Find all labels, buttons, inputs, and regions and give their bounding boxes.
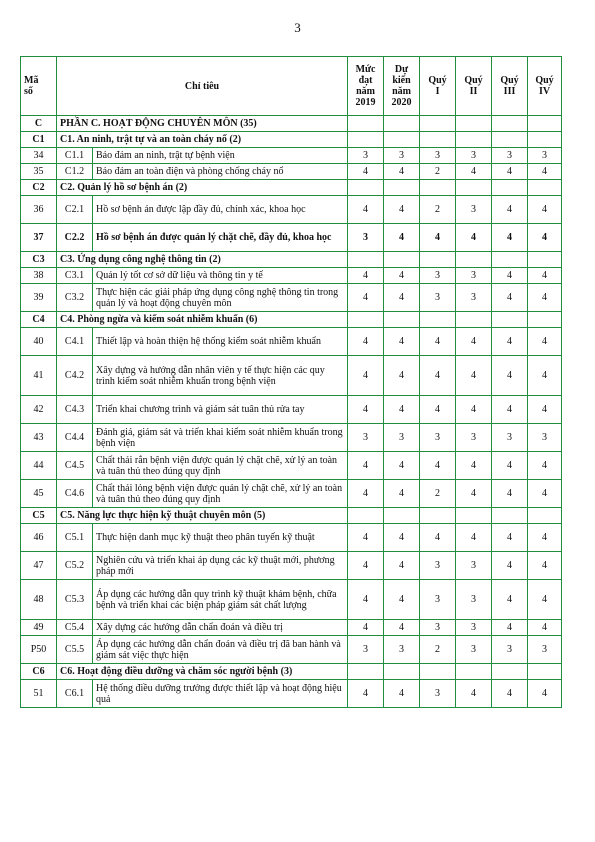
row-criterion: Xây dựng các hướng dẫn chẩn đoán và điều trị xyxy=(93,620,348,636)
group-header-row xyxy=(21,664,562,680)
value-muc-dat-2019: 3 xyxy=(348,224,384,252)
row-criterion: Thực hiện danh mục kỹ thuật theo phân tuyến kỹ thuật xyxy=(93,524,348,552)
table-row xyxy=(21,524,562,552)
table-row xyxy=(21,680,562,708)
value-quy-2: 3 xyxy=(456,636,492,664)
row-criterion: Xây dựng và hướng dẫn nhân viên y tế thực hiện các quy trình kiểm soát nhiễm khuẩn trong bệnh viện xyxy=(93,356,348,396)
header-quy-3: Quý III xyxy=(492,57,528,116)
empty-cell xyxy=(492,508,528,524)
row-criterion: Quản lý tốt cơ sở dữ liệu và thông tin y tế xyxy=(93,268,348,284)
empty-cell xyxy=(528,180,562,196)
value-quy-3: 3 xyxy=(492,424,528,452)
row-criterion: Đánh giá, giám sát và triển khai kiểm soát nhiễm khuẩn trong bệnh viện xyxy=(93,424,348,452)
row-ma-so: 36 xyxy=(21,196,57,224)
header-chi-tieu: Chỉ tiêu xyxy=(57,57,348,116)
empty-cell xyxy=(384,664,420,680)
row-code: C5.3 xyxy=(57,580,93,620)
value-quy-4: 4 xyxy=(528,452,562,480)
value-quy-4: 3 xyxy=(528,424,562,452)
value-quy-4: 4 xyxy=(528,480,562,508)
value-du-kien-2020: 4 xyxy=(384,452,420,480)
row-code: C5.2 xyxy=(57,552,93,580)
empty-cell xyxy=(348,180,384,196)
row-ma-so: 43 xyxy=(21,424,57,452)
row-criterion: Nghiên cứu và triển khai áp dụng các kỹ thuật mới, phương pháp mới xyxy=(93,552,348,580)
empty-cell xyxy=(348,508,384,524)
empty-cell xyxy=(492,180,528,196)
empty-cell xyxy=(348,116,384,132)
empty-cell xyxy=(528,664,562,680)
empty-cell xyxy=(492,312,528,328)
row-code: C3.2 xyxy=(57,284,93,312)
empty-cell xyxy=(384,252,420,268)
empty-cell xyxy=(420,132,456,148)
value-quy-1: 3 xyxy=(420,580,456,620)
value-du-kien-2020: 3 xyxy=(384,424,420,452)
value-quy-3: 4 xyxy=(492,480,528,508)
value-quy-2: 4 xyxy=(456,396,492,424)
value-quy-1: 4 xyxy=(420,396,456,424)
table-row xyxy=(21,224,562,252)
value-quy-4: 4 xyxy=(528,284,562,312)
value-quy-2: 3 xyxy=(456,424,492,452)
row-ma-so: 41 xyxy=(21,356,57,396)
row-ma-so: 49 xyxy=(21,620,57,636)
value-du-kien-2020: 3 xyxy=(384,636,420,664)
empty-cell xyxy=(420,180,456,196)
section-title: C4. Phòng ngừa và kiểm soát nhiễm khuẩn (6) xyxy=(57,312,348,328)
value-muc-dat-2019: 4 xyxy=(348,580,384,620)
value-quy-4: 3 xyxy=(528,148,562,164)
value-muc-dat-2019: 4 xyxy=(348,328,384,356)
row-code: C4.3 xyxy=(57,396,93,424)
row-code: C4.2 xyxy=(57,356,93,396)
section-title: C5. Năng lực thực hiện kỹ thuật chuyên môn (5) xyxy=(57,508,348,524)
row-code: C4.6 xyxy=(57,480,93,508)
value-quy-2: 4 xyxy=(456,224,492,252)
part-header-row xyxy=(21,116,562,132)
row-ma-so: 42 xyxy=(21,396,57,424)
value-du-kien-2020: 4 xyxy=(384,620,420,636)
table-row xyxy=(21,552,562,580)
row-code: C6.1 xyxy=(57,680,93,708)
value-quy-3: 4 xyxy=(492,284,528,312)
value-quy-3: 4 xyxy=(492,268,528,284)
group-header-row xyxy=(21,132,562,148)
header-quy-1: Quý I xyxy=(420,57,456,116)
value-quy-2: 3 xyxy=(456,552,492,580)
value-quy-3: 3 xyxy=(492,636,528,664)
group-header-row xyxy=(21,180,562,196)
empty-cell xyxy=(456,116,492,132)
row-ma-so: C5 xyxy=(21,508,57,524)
row-code: C1.2 xyxy=(57,164,93,180)
row-code: C5.1 xyxy=(57,524,93,552)
empty-cell xyxy=(420,508,456,524)
row-ma-so: P50 xyxy=(21,636,57,664)
group-header-row xyxy=(21,312,562,328)
empty-cell xyxy=(528,312,562,328)
value-quy-4: 4 xyxy=(528,268,562,284)
row-ma-so: C3 xyxy=(21,252,57,268)
value-muc-dat-2019: 4 xyxy=(348,396,384,424)
value-quy-3: 4 xyxy=(492,396,528,424)
value-muc-dat-2019: 3 xyxy=(348,148,384,164)
value-quy-4: 4 xyxy=(528,328,562,356)
value-quy-1: 3 xyxy=(420,552,456,580)
empty-cell xyxy=(420,664,456,680)
value-quy-3: 4 xyxy=(492,164,528,180)
table-row xyxy=(21,396,562,424)
value-quy-3: 4 xyxy=(492,620,528,636)
value-du-kien-2020: 4 xyxy=(384,224,420,252)
row-code: C4.5 xyxy=(57,452,93,480)
value-quy-2: 3 xyxy=(456,620,492,636)
group-header-row xyxy=(21,252,562,268)
value-muc-dat-2019: 4 xyxy=(348,356,384,396)
row-ma-so: 47 xyxy=(21,552,57,580)
value-du-kien-2020: 4 xyxy=(384,480,420,508)
value-du-kien-2020: 4 xyxy=(384,328,420,356)
value-quy-4: 4 xyxy=(528,224,562,252)
empty-cell xyxy=(456,312,492,328)
row-ma-so: C xyxy=(21,116,57,132)
value-quy-3: 4 xyxy=(492,552,528,580)
empty-cell xyxy=(456,180,492,196)
value-du-kien-2020: 4 xyxy=(384,284,420,312)
row-criterion: Thiết lập và hoàn thiện hệ thống kiểm soát nhiễm khuẩn xyxy=(93,328,348,356)
value-quy-2: 4 xyxy=(456,524,492,552)
value-muc-dat-2019: 4 xyxy=(348,480,384,508)
row-code: C2.1 xyxy=(57,196,93,224)
row-criterion: Chất thải rắn bệnh viện được quản lý chặt chẽ, xử lý an toàn và tuân thủ theo đúng quy định xyxy=(93,452,348,480)
value-quy-1: 3 xyxy=(420,680,456,708)
value-du-kien-2020: 4 xyxy=(384,524,420,552)
group-header-row xyxy=(21,508,562,524)
table-body xyxy=(21,116,562,708)
table-row xyxy=(21,356,562,396)
empty-cell xyxy=(420,312,456,328)
row-criterion: Bảo đảm an toàn điện và phòng chống cháy nổ xyxy=(93,164,348,180)
value-quy-2: 3 xyxy=(456,148,492,164)
value-quy-2: 3 xyxy=(456,580,492,620)
value-quy-1: 4 xyxy=(420,356,456,396)
row-code: C5.5 xyxy=(57,636,93,664)
row-ma-so: 35 xyxy=(21,164,57,180)
value-quy-1: 4 xyxy=(420,524,456,552)
header-du-kien-2020: Dự kiến năm 2020 xyxy=(384,57,420,116)
empty-cell xyxy=(384,116,420,132)
empty-cell xyxy=(348,312,384,328)
value-muc-dat-2019: 4 xyxy=(348,284,384,312)
value-quy-4: 4 xyxy=(528,196,562,224)
value-quy-2: 4 xyxy=(456,680,492,708)
row-criterion: Triển khai chương trình và giám sát tuân thủ rửa tay xyxy=(93,396,348,424)
row-criterion: Thực hiện các giải pháp ứng dụng công nghệ thông tin trong quản lý và hoạt động chuyên môn xyxy=(93,284,348,312)
row-ma-so: 51 xyxy=(21,680,57,708)
row-ma-so: C4 xyxy=(21,312,57,328)
value-quy-4: 4 xyxy=(528,524,562,552)
header-quy-4: Quý IV xyxy=(528,57,562,116)
value-quy-1: 3 xyxy=(420,424,456,452)
row-code: C3.1 xyxy=(57,268,93,284)
empty-cell xyxy=(456,508,492,524)
value-quy-4: 4 xyxy=(528,396,562,424)
empty-cell xyxy=(492,132,528,148)
row-ma-so: 38 xyxy=(21,268,57,284)
table-row xyxy=(21,620,562,636)
value-du-kien-2020: 4 xyxy=(384,552,420,580)
row-criterion: Áp dụng các hướng dẫn chẩn đoán và điều trị đã ban hành và giám sát việc thực hiện xyxy=(93,636,348,664)
empty-cell xyxy=(492,252,528,268)
value-du-kien-2020: 4 xyxy=(384,356,420,396)
section-title: C2. Quản lý hồ sơ bệnh án (2) xyxy=(57,180,348,196)
row-code: C4.1 xyxy=(57,328,93,356)
table-row xyxy=(21,328,562,356)
row-ma-so: 39 xyxy=(21,284,57,312)
value-quy-1: 2 xyxy=(420,480,456,508)
section-title: C1. An ninh, trật tự và an toàn cháy nổ (2) xyxy=(57,132,348,148)
value-du-kien-2020: 4 xyxy=(384,396,420,424)
row-criterion: Chất thải lỏng bệnh viện được quản lý chặt chẽ, xử lý an toàn và tuân thủ theo đúng quy định xyxy=(93,480,348,508)
table-row xyxy=(21,148,562,164)
value-muc-dat-2019: 4 xyxy=(348,196,384,224)
empty-cell xyxy=(384,508,420,524)
value-quy-3: 4 xyxy=(492,452,528,480)
value-du-kien-2020: 3 xyxy=(384,148,420,164)
value-du-kien-2020: 4 xyxy=(384,268,420,284)
row-ma-so: 44 xyxy=(21,452,57,480)
row-criterion: Bảo đảm an ninh, trật tự bệnh viện xyxy=(93,148,348,164)
empty-cell xyxy=(456,664,492,680)
header-ma-so: Mã số xyxy=(21,57,57,116)
empty-cell xyxy=(384,312,420,328)
criteria-table xyxy=(20,56,562,708)
value-quy-3: 4 xyxy=(492,580,528,620)
row-criterion: Hệ thống điều dưỡng trưởng được thiết lập và hoạt động hiệu quả xyxy=(93,680,348,708)
value-quy-3: 4 xyxy=(492,196,528,224)
empty-cell xyxy=(528,132,562,148)
value-quy-2: 4 xyxy=(456,356,492,396)
value-quy-2: 4 xyxy=(456,480,492,508)
empty-cell xyxy=(456,252,492,268)
table-row xyxy=(21,284,562,312)
value-quy-3: 4 xyxy=(492,224,528,252)
row-ma-so: 34 xyxy=(21,148,57,164)
empty-cell xyxy=(348,252,384,268)
value-quy-2: 3 xyxy=(456,196,492,224)
value-quy-3: 4 xyxy=(492,356,528,396)
value-du-kien-2020: 4 xyxy=(384,580,420,620)
table-row xyxy=(21,580,562,620)
value-quy-4: 4 xyxy=(528,580,562,620)
section-title: C6. Hoạt động điều dưỡng và chăm sóc người bệnh (3) xyxy=(57,664,348,680)
table-row xyxy=(21,636,562,664)
row-ma-so: 48 xyxy=(21,580,57,620)
value-quy-2: 4 xyxy=(456,164,492,180)
row-code: C5.4 xyxy=(57,620,93,636)
table-row xyxy=(21,452,562,480)
row-ma-so: 45 xyxy=(21,480,57,508)
empty-cell xyxy=(492,116,528,132)
row-ma-so: 46 xyxy=(21,524,57,552)
row-ma-so: C2 xyxy=(21,180,57,196)
value-quy-2: 3 xyxy=(456,268,492,284)
value-quy-1: 2 xyxy=(420,164,456,180)
row-ma-so: 37 xyxy=(21,224,57,252)
empty-cell xyxy=(420,252,456,268)
empty-cell xyxy=(528,116,562,132)
row-criterion: Hồ sơ bệnh án được lập đầy đủ, chính xác, khoa học xyxy=(93,196,348,224)
value-muc-dat-2019: 4 xyxy=(348,524,384,552)
row-code: C2.2 xyxy=(57,224,93,252)
value-quy-3: 3 xyxy=(492,148,528,164)
empty-cell xyxy=(384,132,420,148)
value-du-kien-2020: 4 xyxy=(384,196,420,224)
table-row xyxy=(21,196,562,224)
section-title: C3. Ứng dụng công nghệ thông tin (2) xyxy=(57,252,348,268)
section-title: PHẦN C. HOẠT ĐỘNG CHUYÊN MÔN (35) xyxy=(57,116,348,132)
value-muc-dat-2019: 4 xyxy=(348,552,384,580)
empty-cell xyxy=(528,252,562,268)
table-row xyxy=(21,164,562,180)
value-quy-2: 4 xyxy=(456,328,492,356)
value-muc-dat-2019: 4 xyxy=(348,164,384,180)
value-quy-1: 4 xyxy=(420,224,456,252)
value-muc-dat-2019: 4 xyxy=(348,452,384,480)
header-muc-dat-2019: Mức đạt năm 2019 xyxy=(348,57,384,116)
row-code: C4.4 xyxy=(57,424,93,452)
value-quy-1: 3 xyxy=(420,284,456,312)
empty-cell xyxy=(492,664,528,680)
value-quy-1: 3 xyxy=(420,620,456,636)
page-number: 3 xyxy=(294,20,301,35)
empty-cell xyxy=(528,508,562,524)
empty-cell xyxy=(348,664,384,680)
value-quy-4: 4 xyxy=(528,356,562,396)
value-quy-4: 4 xyxy=(528,552,562,580)
row-criterion: Hồ sơ bệnh án được quản lý chặt chẽ, đầy đủ, khoa học xyxy=(93,224,348,252)
empty-cell xyxy=(384,180,420,196)
value-quy-1: 4 xyxy=(420,452,456,480)
empty-cell xyxy=(348,132,384,148)
value-du-kien-2020: 4 xyxy=(384,164,420,180)
value-muc-dat-2019: 3 xyxy=(348,636,384,664)
table-header-row xyxy=(21,57,562,116)
empty-cell xyxy=(420,116,456,132)
value-du-kien-2020: 4 xyxy=(384,680,420,708)
value-quy-2: 3 xyxy=(456,284,492,312)
empty-cell xyxy=(456,132,492,148)
row-criterion: Áp dụng các hướng dẫn quy trình kỹ thuật khám bệnh, chữa bệnh và triển khai các biện pháp giám sát chất lượng xyxy=(93,580,348,620)
row-code: C1.1 xyxy=(57,148,93,164)
value-muc-dat-2019: 4 xyxy=(348,680,384,708)
value-quy-1: 4 xyxy=(420,328,456,356)
value-quy-3: 4 xyxy=(492,328,528,356)
table-row xyxy=(21,480,562,508)
value-muc-dat-2019: 4 xyxy=(348,620,384,636)
value-quy-1: 2 xyxy=(420,636,456,664)
header-quy-2: Quý II xyxy=(456,57,492,116)
value-quy-1: 3 xyxy=(420,268,456,284)
value-quy-4: 4 xyxy=(528,620,562,636)
table-row xyxy=(21,424,562,452)
value-quy-1: 3 xyxy=(420,148,456,164)
value-quy-1: 2 xyxy=(420,196,456,224)
value-quy-4: 3 xyxy=(528,636,562,664)
row-ma-so: 40 xyxy=(21,328,57,356)
value-muc-dat-2019: 4 xyxy=(348,268,384,284)
row-ma-so: C1 xyxy=(21,132,57,148)
row-ma-so: C6 xyxy=(21,664,57,680)
value-quy-4: 4 xyxy=(528,680,562,708)
value-quy-4: 4 xyxy=(528,164,562,180)
value-quy-3: 4 xyxy=(492,524,528,552)
value-quy-2: 4 xyxy=(456,452,492,480)
value-muc-dat-2019: 3 xyxy=(348,424,384,452)
table-row xyxy=(21,268,562,284)
value-quy-3: 4 xyxy=(492,680,528,708)
